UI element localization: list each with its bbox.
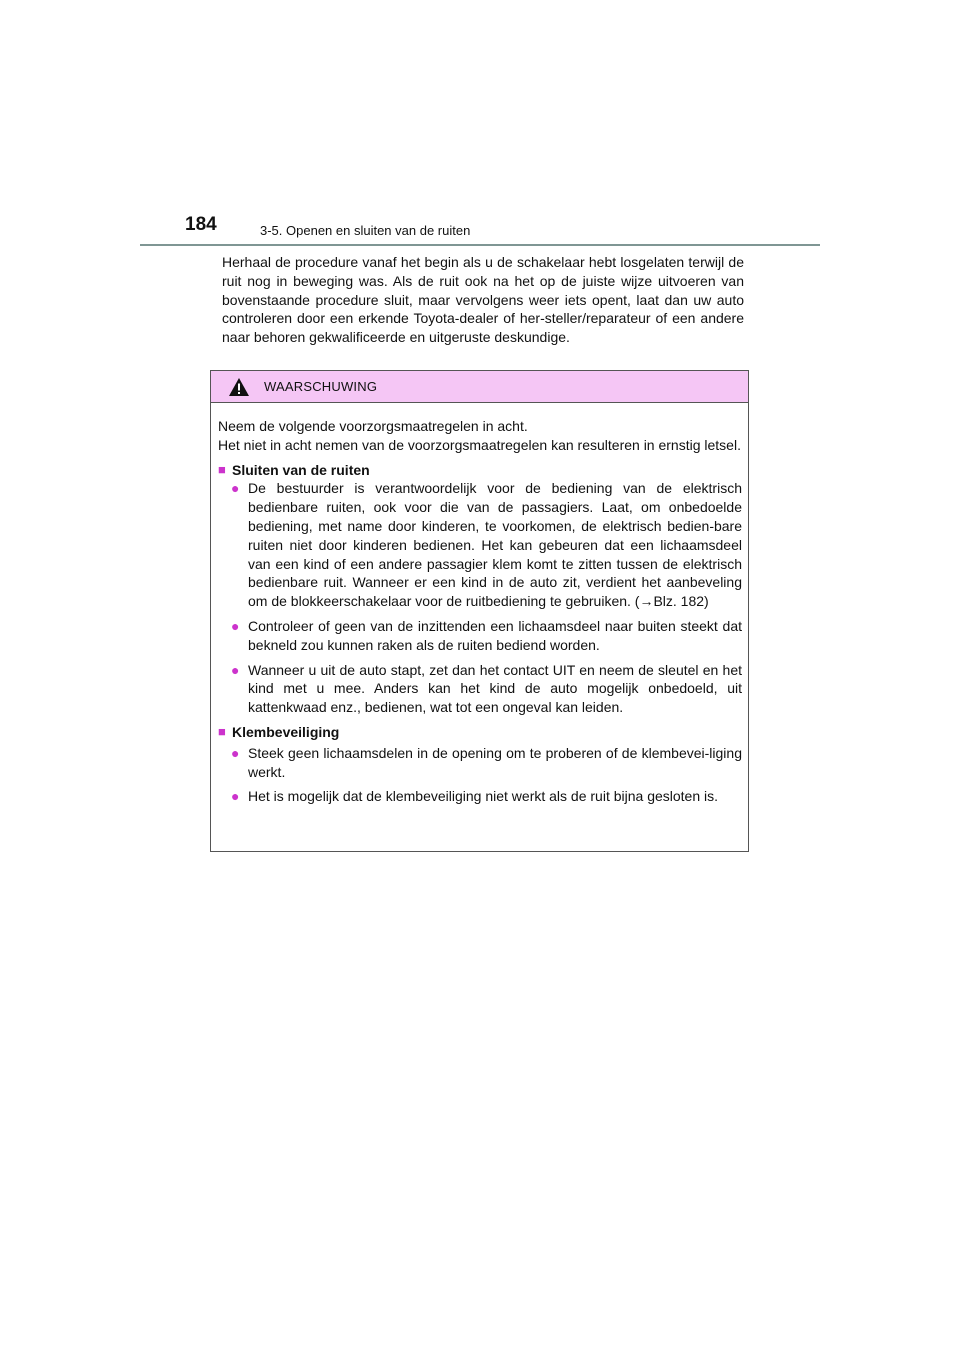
section-heading-text: Klembeveiliging <box>232 723 340 740</box>
circle-bullet-icon: ● <box>231 744 240 761</box>
list-item <box>231 661 742 717</box>
section-title: 3-5. Openen en sluiten van de ruiten <box>260 223 471 238</box>
list-item <box>231 617 742 655</box>
warning-body <box>211 403 748 806</box>
warning-title: WAARSCHUWING <box>264 379 378 394</box>
page-number: 184 <box>185 214 217 235</box>
list-item-text: Steek geen lichaamsdelen in de opening om te proberen of de klembevei-liging werkt. <box>248 744 742 780</box>
circle-bullet-icon: ● <box>231 617 240 634</box>
list-item <box>231 787 742 806</box>
list-item <box>231 479 742 611</box>
header-divider <box>140 244 820 246</box>
circle-bullet-icon: ● <box>231 788 240 805</box>
list-item <box>231 744 742 782</box>
list-item-text: De bestuurder is verantwoordelijk voor de bediening van de elektrisch bedienbare ruiten, ook voor die van de passagiers. Laat, om onbedoelde bediening, met name door kinderen, te voorkomen, de elektrisch bedien-bare ruiten niet door kinderen bedienen. Het kan gebeuren dat een lichaamsdeel van een kind of een andere passagier klem komt te zitten tussen de elektrisch bedienbare ruit. Wanneer er een kind in de auto zit, verdient het aanbeveling om de blokkeerschakelaar voor de ruitbediening te gebruiken. (→Blz. 182) <box>248 480 742 610</box>
list-item-text: Het is mogelijk dat de klembeveiliging niet werkt als de ruit bijna gesloten is. <box>248 788 719 805</box>
intro-paragraph: Herhaal de procedure vanaf het begin als u de schakelaar hebt losgelaten terwijl de ruit nog in beweging was. Als de ruit ook na het op de juiste wijze uitvoeren van bovenstaande procedure sluit, maar vervolgens weer iets opent, laat dan uw auto controleren door een erkende Toyota-dealer of her-steller/reparateur of een andere naar behoren gekwalificeerde en uitgeruste deskundige. <box>222 254 744 346</box>
list-item-text: Controleer of geen van de inzittenden een lichaamsdeel naar buiten steekt dat bekneld zou kunnen raken als de ruiten bediend worden. <box>248 617 742 653</box>
square-bullet-icon: ■ <box>218 723 226 739</box>
section-heading <box>218 461 742 480</box>
warning-triangle-icon <box>228 377 250 397</box>
section-heading <box>218 723 742 742</box>
warning-lead: Neem de volgende voorzorgsmaatregelen in acht. <box>218 418 528 434</box>
warning-box <box>210 370 749 852</box>
page-header <box>185 214 825 244</box>
warning-lead: Het niet in acht nemen van de voorzorgsmaatregelen kan resulteren in ernstig letsel. <box>218 436 741 453</box>
section-heading-text: Sluiten van de ruiten <box>232 461 370 478</box>
circle-bullet-icon: ● <box>231 661 240 678</box>
list-item-text: Wanneer u uit de auto stapt, zet dan het contact UIT en neem de sleutel en het kind met u mee. Anders kan het kind de auto mogelijk onbedoeld, uit kattenkwaad enz., bedienen, wat tot een ongeval kan leiden. <box>248 661 742 716</box>
circle-bullet-icon: ● <box>231 480 240 497</box>
square-bullet-icon: ■ <box>218 461 226 477</box>
warning-header <box>211 371 748 403</box>
